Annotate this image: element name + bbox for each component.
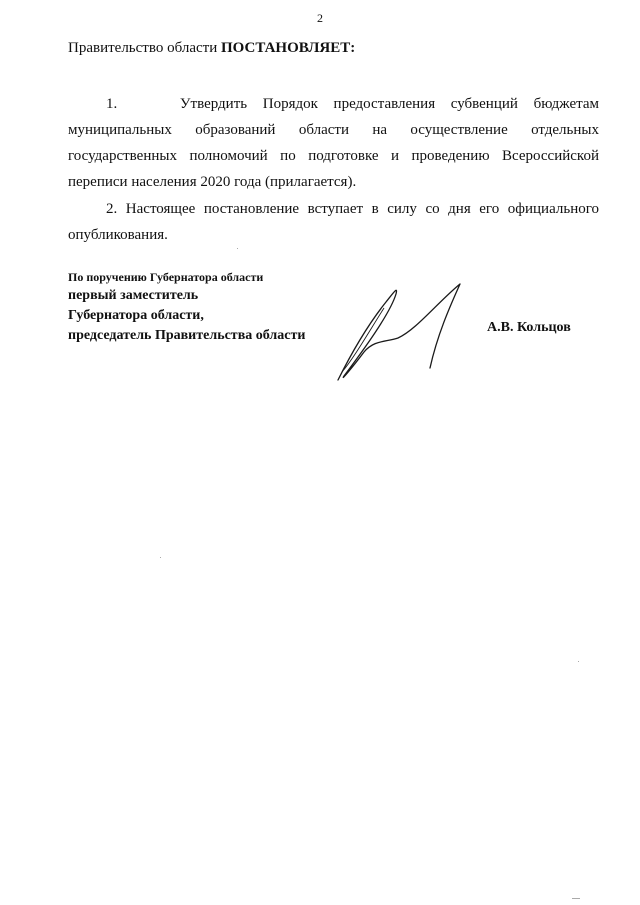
signatory-position-line-1: первый заместитель — [68, 288, 199, 303]
scan-speck — [572, 898, 580, 899]
paragraph-1 — [68, 91, 599, 195]
paragraph-1-line-3: государственных полномочий по подготовке и проведению Всероссийской — [68, 148, 599, 164]
signatory-position-line-3: председатель Правительства области — [68, 328, 306, 343]
scan-speck — [578, 661, 579, 662]
signature-block — [68, 268, 305, 346]
paragraph-2 — [68, 196, 599, 248]
signatory-name: А.В. Кольцов — [487, 320, 571, 335]
page-number: 2 — [317, 11, 323, 25]
paragraph-1-line-4: переписи населения 2020 года (прилагается). — [68, 174, 357, 190]
signatory-position-line-2: Губернатора области, — [68, 308, 204, 323]
preamble-text: Правительство области — [68, 40, 221, 56]
scan-speck — [160, 557, 161, 558]
paragraph-2-line-1: 2. Настоящее постановление вступает в силу со дня его официального — [106, 201, 599, 217]
scan-speck — [237, 248, 238, 249]
paragraph-1-line-2: муниципальных образований области на осуществление отдельных — [68, 122, 599, 138]
preamble-decree-word: ПОСТАНОВЛЯЕТ: — [220, 40, 356, 56]
paragraph-1-line-1: 1. Утвердить Порядок предоставления субвенций бюджетам — [106, 96, 599, 112]
paragraph-2-line-2: опубликования. — [68, 227, 168, 243]
signatory-authority: По поручению Губернатора области — [68, 270, 264, 284]
handwritten-signature — [326, 272, 476, 392]
preamble — [68, 40, 355, 57]
